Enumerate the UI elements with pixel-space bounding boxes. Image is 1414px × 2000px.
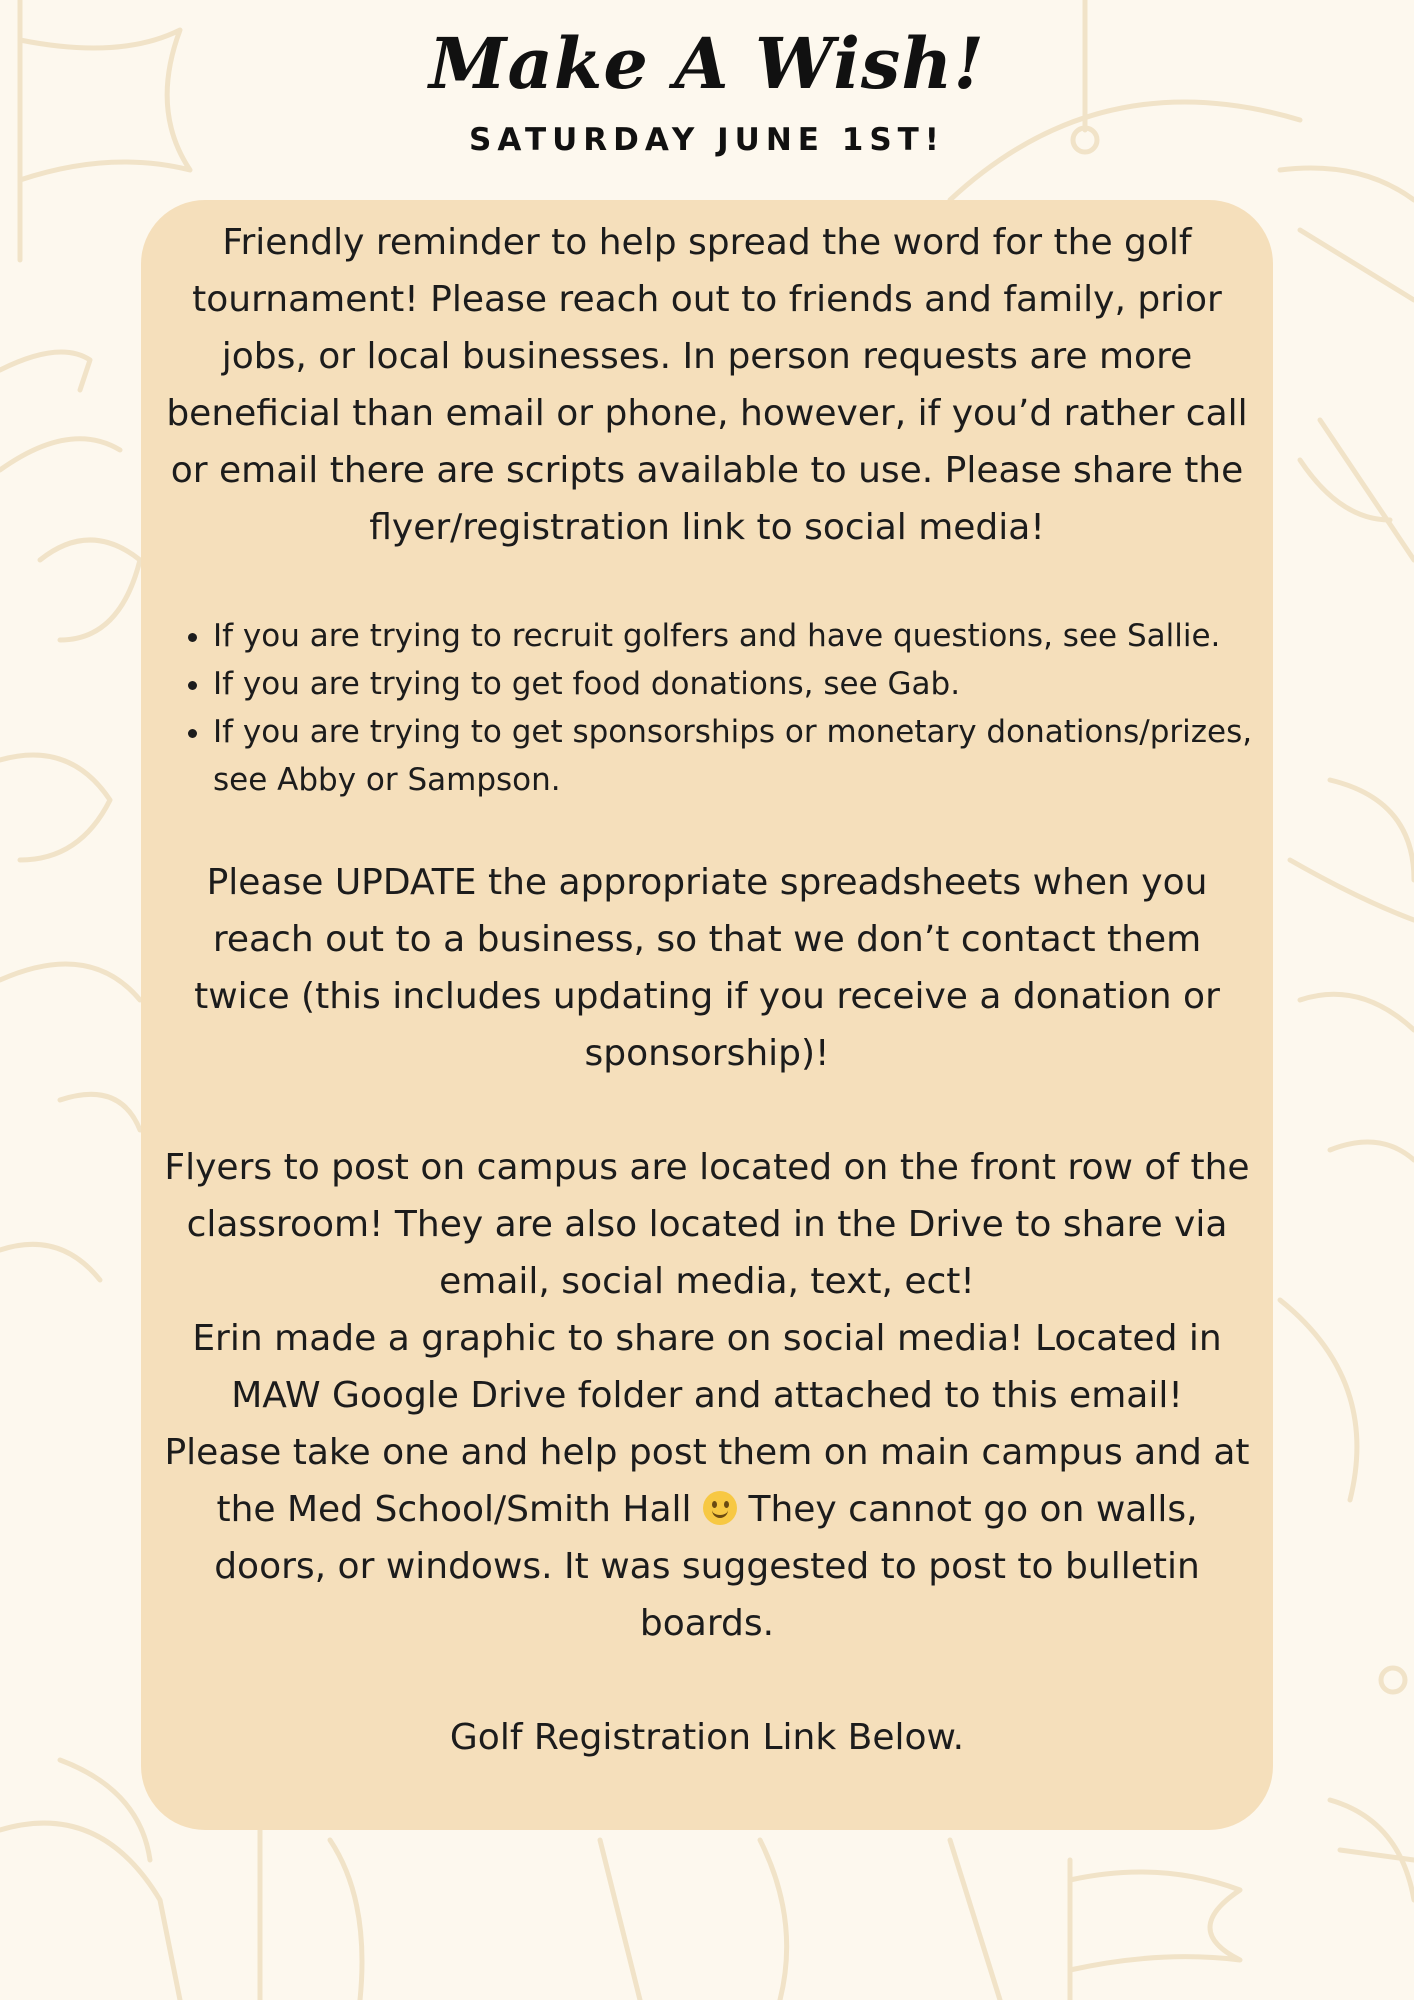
posting-paragraph [161, 1424, 1253, 1652]
graphic-paragraph: Erin made a graphic to share on social media! Located in MAW Google Drive folder and attached to this email! [192, 1318, 1222, 1416]
flyers-paragraph: Flyers to post on campus are located on the front row of the classroom! They are also located in the Drive to share via email, social media, text, ect! [164, 1147, 1250, 1302]
event-date: SATURDAY JUNE 1ST! [469, 122, 945, 158]
page-title: Make A Wish! [429, 22, 985, 105]
content-card [141, 200, 1273, 1830]
update-paragraph: Please UPDATE the appropriate spreadsheets when you reach out to a business, so that we don’t contact them twice (this includes updating if you receive a donation or sponsorship)! [194, 862, 1220, 1074]
intro-paragraph: Friendly reminder to help spread the word for the golf tournament! Please reach out to friends and family, prior jobs, or local businesses. In person requests are more beneficial than email or phone, however, if you’d rather call or email there are scripts available to use. Please share the flyer/registration link to social media! [166, 222, 1248, 548]
list-item: • If you are trying to get food donations, see Gab. [213, 660, 1253, 708]
registration-link-note: Golf Registration Link Below. [449, 1717, 965, 1758]
contact-list [161, 612, 1253, 804]
list-item: • If you are trying to recruit golfers and have questions, see Sallie. [213, 612, 1253, 660]
smiley-face-icon [703, 1491, 737, 1525]
posting-text-before: Please take one and help post them on main campus and at the Med School/Smith Hall [164, 1432, 1250, 1530]
list-item: • If you are trying to get sponsorships or monetary donations/prizes, see Abby or Sampson. [213, 708, 1253, 804]
posting-text-after: They cannot go on walls, doors, or windows. It was suggested to post to bulletin boards. [214, 1489, 1200, 1644]
